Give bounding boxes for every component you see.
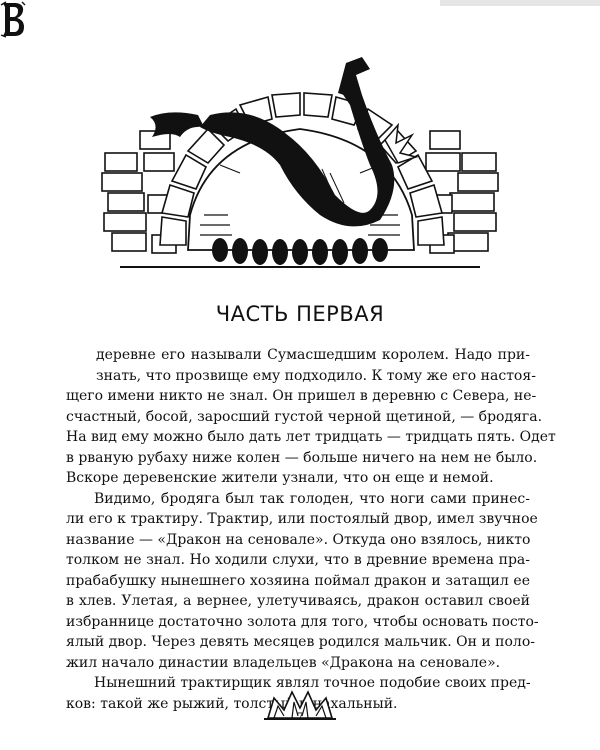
text-line: ков: такой же рыжий, толстый и нахальный. (66, 695, 398, 712)
text-line: избраннице достаточно золота для того, чтобы основать посто- (66, 613, 539, 630)
text-line: в рваную рубаху ниже колен — больше ничего на нем не было. (66, 449, 538, 466)
text-line: Видимо, бродяга был так голоден, что ноги сами принес- (94, 490, 530, 507)
text-line: ли его к трактиру. Трактир, или постоялый двор, имел звучное (66, 511, 538, 527)
grate (212, 238, 388, 265)
text-line: Вскоре деревенские жители узнали, что он еще и немой. (66, 470, 494, 486)
top-edge-strip (440, 0, 600, 6)
text-line: знать, что прозвище ему подходило. К тому же его настоя- (96, 367, 536, 384)
fire (385, 125, 416, 163)
text-line: прабабушку нынешнего хозяина поймал дракон и затащил ее (66, 572, 530, 589)
text-line: название — «Дракон на сеновале». Откуда оно взялось, никто (66, 531, 531, 548)
figure-hand (150, 112, 204, 137)
paragraph (66, 345, 556, 489)
text-line: жил начало династии владельцев «Дракона на сеновале». (66, 654, 501, 671)
text-line: Нынешний трактирщик являл точное подобие своих пред- (94, 675, 531, 691)
text-line: толком не знал. Но ходили слухи, что в древние времена пра- (66, 552, 530, 568)
text-line: щего имени никто не знал. Он пришел в деревню с Севера, не- (66, 388, 537, 404)
chapter-title: ЧАСТЬ ПЕРВАЯ (215, 302, 385, 327)
text-line: На вид ему можно было дать лет тридцать — тридцать пять. Одет (66, 429, 556, 445)
text-line: ялый двор. Через девять месяцев родился мальчик. Он и поло- (66, 634, 535, 650)
drop-cap-letter (0, 1, 26, 38)
stove-illustration (100, 45, 500, 275)
paragraph (66, 489, 539, 674)
text-line: счастный, босой, заросший густой черной щетиной, — бродяга. (66, 408, 543, 425)
text-line: в хлев. Улетая, а вернее, улетучиваясь, дракон оставил своей (66, 593, 530, 609)
text-line: деревне его называли Сумасшедшим королем. Надо при- (96, 347, 530, 363)
page-folio (260, 688, 340, 738)
page-number: 7 (296, 712, 304, 723)
body-text (66, 345, 556, 714)
